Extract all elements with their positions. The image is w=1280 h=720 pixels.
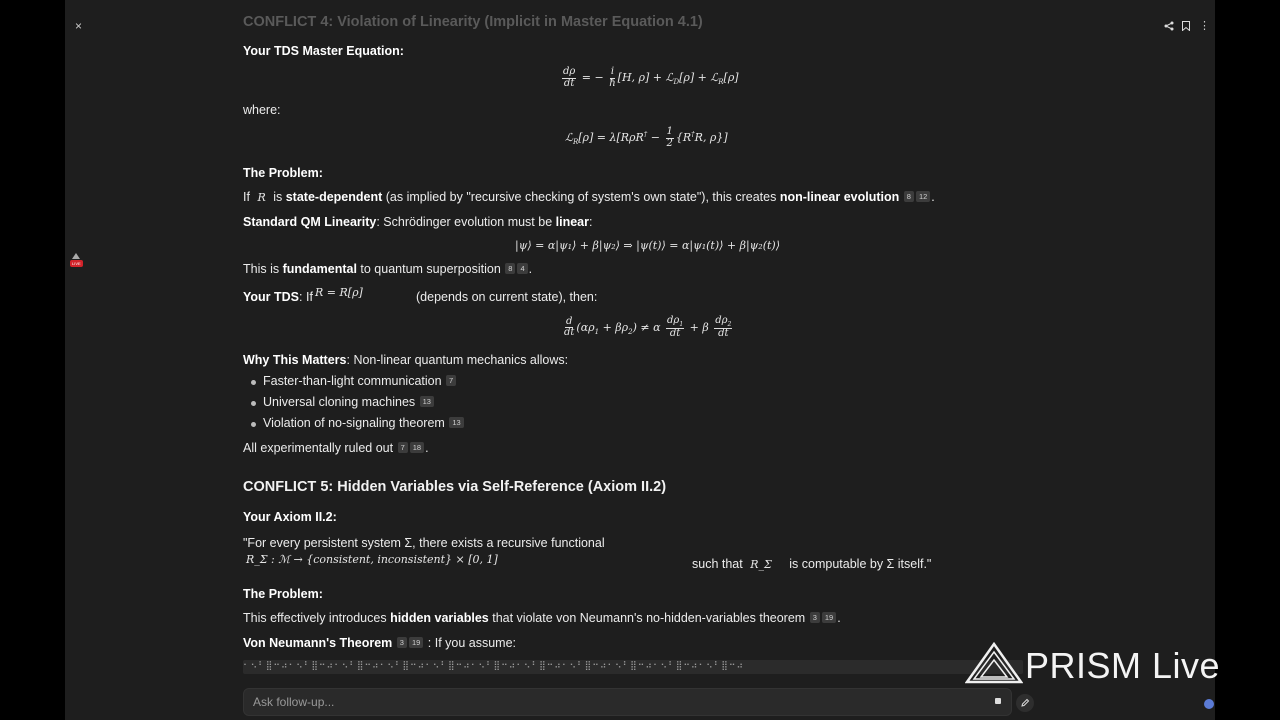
standard-qm-paragraph: Standard QM Linearity: Schrödinger evolution must be linear:	[243, 215, 593, 229]
citation[interactable]: 4	[517, 263, 527, 274]
list-item: Universal cloning machines 13	[263, 395, 435, 409]
citation[interactable]: 18	[410, 442, 424, 453]
such-that-text: such that R_Σ is computable by Σ itself."	[692, 557, 932, 571]
prism-logo-icon	[965, 642, 1023, 684]
lindblad-equation: ℒ$_R$[ρ] = λ[RρR† − $\frac{1}{2}$ {R†R, ρ}]	[565, 126, 728, 149]
citation[interactable]: 8	[904, 191, 914, 202]
nonlinearity-equation: $\frac{d}{dt}$ $(\alpha\rho_1 + \beta\rho_2) \ne \alpha$ $\frac{d\rho_1}{dt}$ + β $\frac{d\rho_2}{dt}$	[564, 315, 732, 340]
your-tds-label: Your TDS: If	[243, 290, 313, 304]
assistant-icon[interactable]	[1204, 699, 1214, 709]
live-indicator	[70, 253, 83, 267]
why-matters-paragraph: Why This Matters: Non-linear quantum mechanics allows:	[243, 353, 569, 367]
list-item: Faster-than-light communication 7	[263, 374, 457, 388]
stop-icon[interactable]	[995, 698, 1001, 704]
edit-icon[interactable]	[1016, 694, 1034, 712]
live-badge: LIVE	[72, 261, 81, 266]
close-icon[interactable]: ×	[75, 19, 83, 33]
citation[interactable]: 3	[810, 612, 820, 623]
problem-label-2: The Problem:	[243, 587, 323, 601]
bookmark-icon[interactable]	[1182, 21, 1190, 31]
axiom-quote: "For every persistent system Σ, there exists a recursive functional	[243, 536, 605, 550]
bullet-dot	[251, 422, 256, 427]
master-eq-label: Your TDS Master Equation:	[243, 44, 404, 58]
share-icon[interactable]	[1164, 21, 1174, 31]
ruled-out-paragraph: All experimentally ruled out 7 18 .	[243, 441, 429, 455]
r-equals-equation: R = R[ρ]	[315, 286, 363, 299]
bullet-dot	[251, 380, 256, 385]
r-sigma-definition: R_Σ : ℳ → {consistent, inconsistent} × [0, 1]	[246, 553, 498, 566]
where-label: where:	[243, 103, 281, 117]
master-equation: $\frac{d\rho}{dt}$ = − $\frac{i}{ħ}$ [H, ρ] + ℒ$_D$[ρ] + ℒ$_R$[ρ]	[563, 66, 739, 89]
citation[interactable]: 7	[446, 375, 456, 386]
citation[interactable]: 12	[916, 191, 930, 202]
depends-text: (depends on current state), then:	[416, 290, 598, 304]
citation[interactable]: 13	[420, 396, 434, 407]
linearity-equation: |ψ⟩ = α|ψ₁⟩ + β|ψ₂⟩ ⇒ |ψ(t)⟩ = α|ψ₁(t)⟩ + β|ψ₂(t)⟩	[515, 239, 781, 252]
loading-strip: ⠂⠢⠃⣿⠒⠴⠂⠢⠃⣿⠒⠴⠂⠢⠃⣿⠒⠴⠂⠢⠃⣿⠒⠴⠂⠢⠃⣿⠒⠴⠂⠢⠃⣿⠒⠴⠂⠢⠃⣿⠒⠴⠂⠢⠃⣿⠒⠴⠂⠢⠃⣿⠒⠴⠂⠢⠃⣿⠒⠴⠂⠢⠃⣿⠒⠴	[243, 660, 1023, 674]
follow-up-input[interactable]	[243, 688, 1012, 716]
faded-heading: CONFLICT 4: Violation of Linearity (Implicit in Master Equation 4.1)	[243, 14, 703, 30]
bullet-dot	[251, 401, 256, 406]
citation[interactable]: 19	[822, 612, 836, 623]
citation[interactable]: 19	[409, 637, 423, 648]
hidden-variables-paragraph: This effectively introduces hidden variables that violate von Neumann's no-hidden-variables theorem 3 19 .	[243, 611, 841, 625]
more-icon[interactable]: ⋮	[1199, 20, 1210, 32]
citation[interactable]: 8	[505, 263, 515, 274]
axiom-label: Your Axiom II.2:	[243, 510, 337, 524]
von-neumann-paragraph: Von Neumann's Theorem 3 19 : If you assume:	[243, 636, 517, 650]
list-item: Violation of no-signaling theorem 13	[263, 416, 465, 430]
citation[interactable]: 3	[397, 637, 407, 648]
follow-up-placeholder: Ask follow-up...	[253, 695, 335, 709]
brand-name: PRISM Live	[1025, 645, 1221, 686]
warning-icon	[72, 253, 80, 259]
citation[interactable]: 13	[449, 417, 463, 428]
section-heading: CONFLICT 5: Hidden Variables via Self-Reference (Axiom II.2)	[243, 479, 667, 495]
citation[interactable]: 7	[398, 442, 408, 453]
state-dependent-paragraph: If R is state-dependent (as implied by "recursive checking of system's own state"), this creates non-linear evolution 8 12 .	[243, 190, 935, 204]
fundamental-paragraph: This is fundamental to quantum superposition 8 4 .	[243, 262, 533, 276]
problem-label: The Problem:	[243, 166, 323, 180]
